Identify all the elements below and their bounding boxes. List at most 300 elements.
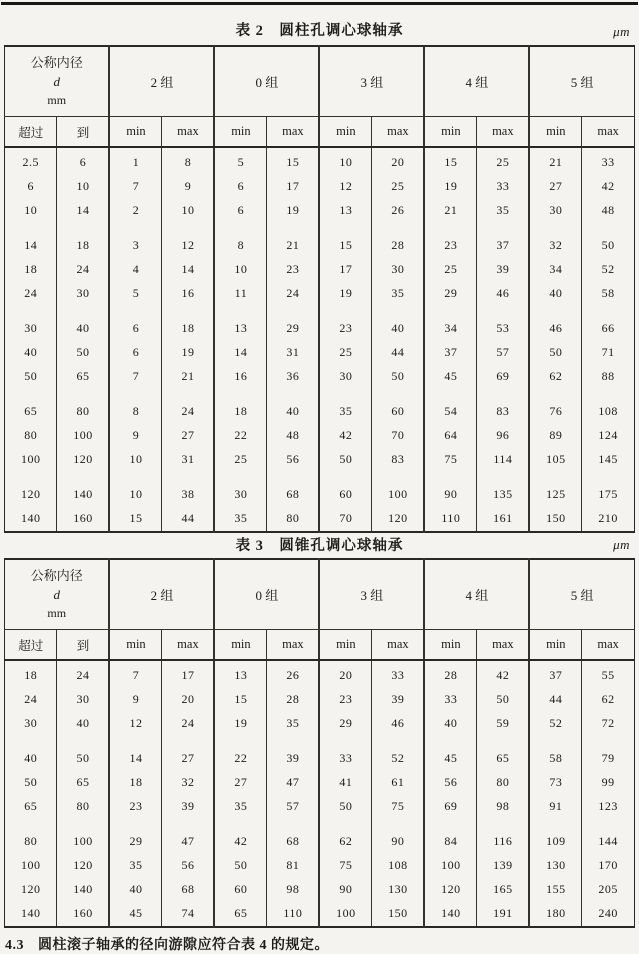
min-header: min <box>109 117 161 148</box>
clearance-value-cell: 62 <box>529 365 581 400</box>
clearance-value-cell: 23 <box>319 317 371 341</box>
clearance-value-cell: 96 <box>477 424 529 448</box>
clearance-value-cell: 14 <box>162 258 214 282</box>
max-header: max <box>582 630 635 661</box>
clearance-value-cell: 20 <box>372 147 424 175</box>
clearance-value-cell: 24 <box>162 712 214 747</box>
clearance-value-cell: 10 <box>214 258 266 282</box>
clearance-value-cell: 46 <box>529 317 581 341</box>
clearance-value-cell: 7 <box>109 175 161 199</box>
clearance-value-cell: 65 <box>214 902 266 927</box>
bore-range-cell: 40 <box>57 317 109 341</box>
clearance-value-cell: 17 <box>162 660 214 688</box>
group-3-header: 3 组 <box>319 46 424 117</box>
bore-diameter-header <box>5 559 110 630</box>
clearance-value-cell: 33 <box>582 147 635 175</box>
clearance-value-cell: 21 <box>267 234 319 258</box>
clearance-value-cell: 57 <box>477 341 529 365</box>
clearance-value-cell: 42 <box>477 660 529 688</box>
clearance-value-cell: 30 <box>214 483 266 507</box>
clearance-value-cell: 240 <box>582 902 635 927</box>
clearance-value-cell: 98 <box>477 795 529 830</box>
bore-range-cell: 50 <box>24 775 38 789</box>
clearance-value-cell: 9 <box>109 424 161 448</box>
clearance-value-cell: 91 <box>529 795 581 830</box>
group-5-header: 5 组 <box>529 46 634 117</box>
min-header: min <box>214 630 266 661</box>
clearance-value-cell: 38 <box>162 483 214 507</box>
min-header: min <box>529 117 581 148</box>
bore-range-cell: 6 <box>27 179 34 193</box>
clearance-value-cell: 34 <box>529 258 581 282</box>
clearance-value-cell: 46 <box>477 282 529 317</box>
table-row <box>5 400 635 424</box>
clearance-value-cell: 68 <box>162 878 214 902</box>
clearance-value-cell: 18 <box>162 317 214 341</box>
clearance-value-cell: 22 <box>214 424 266 448</box>
clearance-value-cell: 62 <box>319 830 371 854</box>
clearance-value-cell: 52 <box>582 258 635 282</box>
bore-range-cell: 30 <box>57 282 109 317</box>
clearance-value-cell: 47 <box>267 771 319 795</box>
table-row <box>5 688 635 712</box>
bore-range-cell: 30 <box>24 716 38 730</box>
clearance-value-cell: 35 <box>477 199 529 234</box>
scanned-standard-page <box>0 2 639 953</box>
table-row <box>5 483 635 507</box>
clearance-value-cell: 66 <box>582 317 635 341</box>
clearance-value-cell: 60 <box>319 483 371 507</box>
clearance-value-cell: 165 <box>477 878 529 902</box>
clearance-value-cell: 33 <box>424 688 476 712</box>
bore-range-cell: 80 <box>57 795 109 830</box>
clearance-value-cell: 70 <box>319 507 371 532</box>
bore-range-cell: 80 <box>24 834 38 848</box>
bore-range-cell: 14 <box>24 238 38 252</box>
table-row <box>5 365 635 400</box>
clearance-value-cell: 210 <box>582 507 635 532</box>
clearance-value-cell: 50 <box>319 795 371 830</box>
clearance-value-cell: 17 <box>319 258 371 282</box>
clearance-value-cell: 50 <box>582 234 635 258</box>
table2-caption-row <box>0 5 639 45</box>
clearance-value-cell: 23 <box>109 795 161 830</box>
clearance-value-cell: 27 <box>214 771 266 795</box>
to-header: 到 <box>57 117 109 148</box>
clearance-value-cell: 74 <box>162 902 214 927</box>
bore-range-cell: 80 <box>24 428 38 442</box>
clearance-value-cell: 2 <box>109 199 161 234</box>
clearance-value-cell: 52 <box>529 712 581 747</box>
table-row <box>5 424 635 448</box>
clearance-value-cell: 14 <box>109 747 161 771</box>
bore-range-cell: 120 <box>20 487 41 501</box>
to-header: 到 <box>57 630 109 661</box>
clearance-value-cell: 90 <box>372 830 424 854</box>
clearance-value-cell: 73 <box>529 771 581 795</box>
bore-range-cell: 30 <box>24 321 38 335</box>
bore-range-cell: 24 <box>24 692 38 706</box>
clearance-value-cell: 40 <box>424 712 476 747</box>
clearance-value-cell: 68 <box>267 483 319 507</box>
min-header: min <box>424 630 476 661</box>
clearance-value-cell: 140 <box>424 902 476 927</box>
clearance-value-cell: 100 <box>424 854 476 878</box>
clearance-value-cell: 150 <box>372 902 424 927</box>
clearance-value-cell: 40 <box>267 400 319 424</box>
clearance-value-cell: 84 <box>424 830 476 854</box>
clearance-value-cell: 83 <box>372 448 424 483</box>
group-5-header: 5 组 <box>529 559 634 630</box>
bore-range-cell: 100 <box>57 830 109 854</box>
bore-range-cell: 65 <box>24 404 38 418</box>
bore-range-cell: 140 <box>20 906 41 920</box>
clearance-value-cell: 27 <box>162 424 214 448</box>
table3-subheader-row <box>5 630 635 661</box>
group-4-header: 4 组 <box>424 46 529 117</box>
bore-range-cell: 65 <box>57 365 109 400</box>
table-row <box>5 317 635 341</box>
table3-unit-label: μm <box>613 537 630 552</box>
clearance-value-cell: 20 <box>162 688 214 712</box>
clearance-value-cell: 40 <box>109 878 161 902</box>
clearance-value-cell: 45 <box>424 365 476 400</box>
clearance-value-cell: 48 <box>582 199 635 234</box>
clearance-value-cell: 13 <box>214 317 266 341</box>
clearance-value-cell: 41 <box>319 771 371 795</box>
clearance-value-cell: 57 <box>267 795 319 830</box>
bore-range-cell: 18 <box>24 262 38 276</box>
clearance-value-cell: 39 <box>267 747 319 771</box>
max-header: max <box>162 117 214 148</box>
clearance-value-cell: 44 <box>529 688 581 712</box>
bore-range-cell: 140 <box>57 483 109 507</box>
clearance-value-cell: 35 <box>214 795 266 830</box>
clearance-value-cell: 25 <box>214 448 266 483</box>
clearance-value-cell: 6 <box>214 199 266 234</box>
bore-range-cell: 50 <box>57 341 109 365</box>
clearance-value-cell: 75 <box>319 854 371 878</box>
clearance-value-cell: 108 <box>372 854 424 878</box>
clearance-value-cell: 48 <box>267 424 319 448</box>
table2-body <box>5 147 635 532</box>
clearance-value-cell: 10 <box>319 147 371 175</box>
max-header: max <box>162 630 214 661</box>
clearance-value-cell: 42 <box>214 830 266 854</box>
clearance-value-cell: 123 <box>582 795 635 830</box>
clearance-value-cell: 35 <box>372 282 424 317</box>
clearance-value-cell: 39 <box>477 258 529 282</box>
table2-group-header-row <box>5 46 635 117</box>
clearance-value-cell: 75 <box>372 795 424 830</box>
clearance-value-cell: 90 <box>424 483 476 507</box>
table-row <box>5 282 635 317</box>
clearance-value-cell: 47 <box>162 830 214 854</box>
bore-range-cell: 160 <box>57 902 109 927</box>
clearance-value-cell: 30 <box>372 258 424 282</box>
clearance-value-cell: 31 <box>267 341 319 365</box>
clause-text: 圆柱滚子轴承的径向游隙应符合表 4 的规定。 <box>38 938 329 953</box>
clearance-value-cell: 114 <box>477 448 529 483</box>
bore-range-cell: 120 <box>57 448 109 483</box>
clearance-value-cell: 79 <box>582 747 635 771</box>
bore-range-cell: 80 <box>57 400 109 424</box>
bore-range-cell: 24 <box>57 258 109 282</box>
group-3-header: 3 组 <box>319 559 424 630</box>
min-header: min <box>529 630 581 661</box>
table3-body <box>5 660 635 927</box>
clearance-value-cell: 7 <box>109 660 161 688</box>
clearance-value-cell: 205 <box>582 878 635 902</box>
clearance-value-cell: 29 <box>424 282 476 317</box>
clearance-value-cell: 145 <box>582 448 635 483</box>
clearance-value-cell: 12 <box>109 712 161 747</box>
clearance-value-cell: 8 <box>162 147 214 175</box>
clearance-value-cell: 23 <box>319 688 371 712</box>
clearance-value-cell: 9 <box>162 175 214 199</box>
max-header: max <box>477 117 529 148</box>
table-row <box>5 341 635 365</box>
clearance-value-cell: 1 <box>109 147 161 175</box>
clearance-value-cell: 56 <box>162 854 214 878</box>
clearance-value-cell: 21 <box>162 365 214 400</box>
clearance-value-cell: 35 <box>214 507 266 532</box>
clearance-value-cell: 15 <box>214 688 266 712</box>
clearance-value-cell: 35 <box>109 854 161 878</box>
min-header: min <box>319 117 371 148</box>
table3-header <box>5 559 635 660</box>
min-header: min <box>109 630 161 661</box>
bore-range-cell: 160 <box>57 507 109 532</box>
table-row <box>5 507 635 532</box>
clearance-value-cell: 125 <box>529 483 581 507</box>
clearance-value-cell: 100 <box>372 483 424 507</box>
bore-range-cell: 18 <box>57 234 109 258</box>
clearance-value-cell: 105 <box>529 448 581 483</box>
table-row <box>5 660 635 688</box>
bore-range-cell: 100 <box>57 424 109 448</box>
clearance-value-cell: 58 <box>529 747 581 771</box>
table-row <box>5 902 635 927</box>
clearance-value-cell: 120 <box>424 878 476 902</box>
table2-subheader-row <box>5 117 635 148</box>
over-header: 超过 <box>5 630 57 661</box>
bore-range-cell: 18 <box>24 668 38 682</box>
table3-caption-row <box>0 533 639 558</box>
clearance-value-cell: 130 <box>372 878 424 902</box>
clearance-value-cell: 29 <box>319 712 371 747</box>
clearance-value-cell: 81 <box>267 854 319 878</box>
clearance-value-cell: 50 <box>319 448 371 483</box>
table-row <box>5 175 635 199</box>
clearance-value-cell: 175 <box>582 483 635 507</box>
clearance-value-cell: 22 <box>214 747 266 771</box>
clearance-value-cell: 50 <box>529 341 581 365</box>
clearance-value-cell: 27 <box>529 175 581 199</box>
clearance-value-cell: 60 <box>372 400 424 424</box>
clearance-value-cell: 10 <box>109 483 161 507</box>
bore-range-cell: 50 <box>57 747 109 771</box>
clearance-value-cell: 30 <box>529 199 581 234</box>
clearance-value-cell: 58 <box>582 282 635 317</box>
clearance-value-cell: 50 <box>372 365 424 400</box>
clearance-value-cell: 29 <box>109 830 161 854</box>
clause-4-3-note <box>5 934 639 954</box>
clearance-value-cell: 6 <box>214 175 266 199</box>
clearance-value-cell: 50 <box>477 688 529 712</box>
clearance-value-cell: 3 <box>109 234 161 258</box>
clearance-value-cell: 110 <box>424 507 476 532</box>
bore-unit: mm <box>47 92 67 107</box>
min-header: min <box>214 117 266 148</box>
clearance-value-cell: 130 <box>529 854 581 878</box>
table2-header <box>5 46 635 147</box>
bore-range-cell: 2.5 <box>22 155 39 169</box>
min-header: min <box>424 117 476 148</box>
bore-range-cell: 65 <box>24 799 38 813</box>
max-header: max <box>372 117 424 148</box>
clearance-value-cell: 64 <box>424 424 476 448</box>
clearance-value-cell: 32 <box>162 771 214 795</box>
table-row <box>5 234 635 258</box>
clearance-value-cell: 120 <box>372 507 424 532</box>
clearance-value-cell: 28 <box>424 660 476 688</box>
clearance-value-cell: 46 <box>372 712 424 747</box>
clearance-value-cell: 7 <box>109 365 161 400</box>
clearance-value-cell: 108 <box>582 400 635 424</box>
clearance-value-cell: 24 <box>162 400 214 424</box>
bore-range-cell: 65 <box>57 771 109 795</box>
clearance-value-cell: 65 <box>477 747 529 771</box>
clearance-value-cell: 18 <box>214 400 266 424</box>
clearance-value-cell: 71 <box>582 341 635 365</box>
clearance-value-cell: 6 <box>109 317 161 341</box>
clearance-value-cell: 8 <box>109 400 161 424</box>
clearance-value-cell: 155 <box>529 878 581 902</box>
clearance-value-cell: 76 <box>529 400 581 424</box>
over-header: 超过 <box>5 117 57 148</box>
group-2-header: 2 组 <box>109 559 214 630</box>
table3-group-header-row <box>5 559 635 630</box>
clearance-value-cell: 10 <box>162 199 214 234</box>
clearance-value-cell: 40 <box>372 317 424 341</box>
table-row <box>5 199 635 234</box>
table-row <box>5 854 635 878</box>
clearance-value-cell: 170 <box>582 854 635 878</box>
clearance-value-cell: 50 <box>214 854 266 878</box>
bore-range-cell: 10 <box>24 203 38 217</box>
clearance-value-cell: 99 <box>582 771 635 795</box>
clearance-value-cell: 25 <box>319 341 371 365</box>
clearance-value-cell: 144 <box>582 830 635 854</box>
clearance-value-cell: 37 <box>477 234 529 258</box>
table2-caption: 表 2 圆柱孔调心球轴承 <box>235 23 404 39</box>
clearance-value-cell: 18 <box>109 771 161 795</box>
clearance-value-cell: 35 <box>267 712 319 747</box>
clearance-value-cell: 29 <box>267 317 319 341</box>
clearance-value-cell: 70 <box>372 424 424 448</box>
clearance-value-cell: 19 <box>214 712 266 747</box>
bore-unit: mm <box>47 605 67 620</box>
clearance-value-cell: 21 <box>424 199 476 234</box>
table-row <box>5 747 635 771</box>
clearance-value-cell: 37 <box>529 660 581 688</box>
max-header: max <box>372 630 424 661</box>
clearance-value-cell: 11 <box>214 282 266 317</box>
clearance-value-cell: 39 <box>372 688 424 712</box>
bore-range-cell: 40 <box>24 751 38 765</box>
group-2-header: 2 组 <box>109 46 214 117</box>
clearance-value-cell: 161 <box>477 507 529 532</box>
clearance-value-cell: 19 <box>162 341 214 365</box>
clearance-value-cell: 12 <box>319 175 371 199</box>
clearance-value-cell: 191 <box>477 902 529 927</box>
clearance-value-cell: 15 <box>424 147 476 175</box>
clearance-value-cell: 17 <box>267 175 319 199</box>
clearance-value-cell: 100 <box>319 902 371 927</box>
clearance-value-cell: 32 <box>529 234 581 258</box>
bore-range-cell: 24 <box>57 660 109 688</box>
clearance-value-cell: 24 <box>267 282 319 317</box>
clearance-value-cell: 9 <box>109 688 161 712</box>
clearance-value-cell: 16 <box>214 365 266 400</box>
clearance-value-cell: 16 <box>162 282 214 317</box>
clearance-value-cell: 56 <box>267 448 319 483</box>
clearance-value-cell: 89 <box>529 424 581 448</box>
table-row <box>5 830 635 854</box>
clearance-value-cell: 56 <box>424 771 476 795</box>
clearance-value-cell: 124 <box>582 424 635 448</box>
max-header: max <box>582 117 635 148</box>
clearance-value-cell: 45 <box>109 902 161 927</box>
clearance-value-cell: 37 <box>424 341 476 365</box>
table-row <box>5 258 635 282</box>
table-row <box>5 878 635 902</box>
clearance-value-cell: 150 <box>529 507 581 532</box>
clearance-value-cell: 30 <box>319 365 371 400</box>
min-header: min <box>319 630 371 661</box>
table2-cylindrical-bore <box>4 45 635 533</box>
group-0-header: 0 组 <box>214 559 319 630</box>
clearance-value-cell: 19 <box>319 282 371 317</box>
bore-title: 公称内径 <box>30 54 83 70</box>
clearance-value-cell: 44 <box>372 341 424 365</box>
clearance-value-cell: 26 <box>267 660 319 688</box>
bore-range-cell: 140 <box>20 511 41 525</box>
clearance-value-cell: 4 <box>109 258 161 282</box>
clearance-value-cell: 31 <box>162 448 214 483</box>
group-0-header: 0 组 <box>214 46 319 117</box>
clearance-value-cell: 15 <box>319 234 371 258</box>
clearance-value-cell: 35 <box>319 400 371 424</box>
clearance-value-cell: 80 <box>267 507 319 532</box>
clearance-value-cell: 33 <box>372 660 424 688</box>
bore-symbol: d <box>53 73 60 89</box>
bore-range-cell: 24 <box>24 286 38 300</box>
bore-range-cell: 30 <box>57 688 109 712</box>
bore-range-cell: 6 <box>57 147 109 175</box>
clearance-value-cell: 27 <box>162 747 214 771</box>
max-header: max <box>477 630 529 661</box>
clearance-value-cell: 53 <box>477 317 529 341</box>
bore-symbol: d <box>53 586 60 602</box>
bore-title: 公称内径 <box>30 567 83 583</box>
clearance-value-cell: 83 <box>477 400 529 424</box>
clearance-value-cell: 15 <box>267 147 319 175</box>
clearance-value-cell: 15 <box>109 507 161 532</box>
clearance-value-cell: 44 <box>162 507 214 532</box>
clearance-value-cell: 90 <box>319 878 371 902</box>
